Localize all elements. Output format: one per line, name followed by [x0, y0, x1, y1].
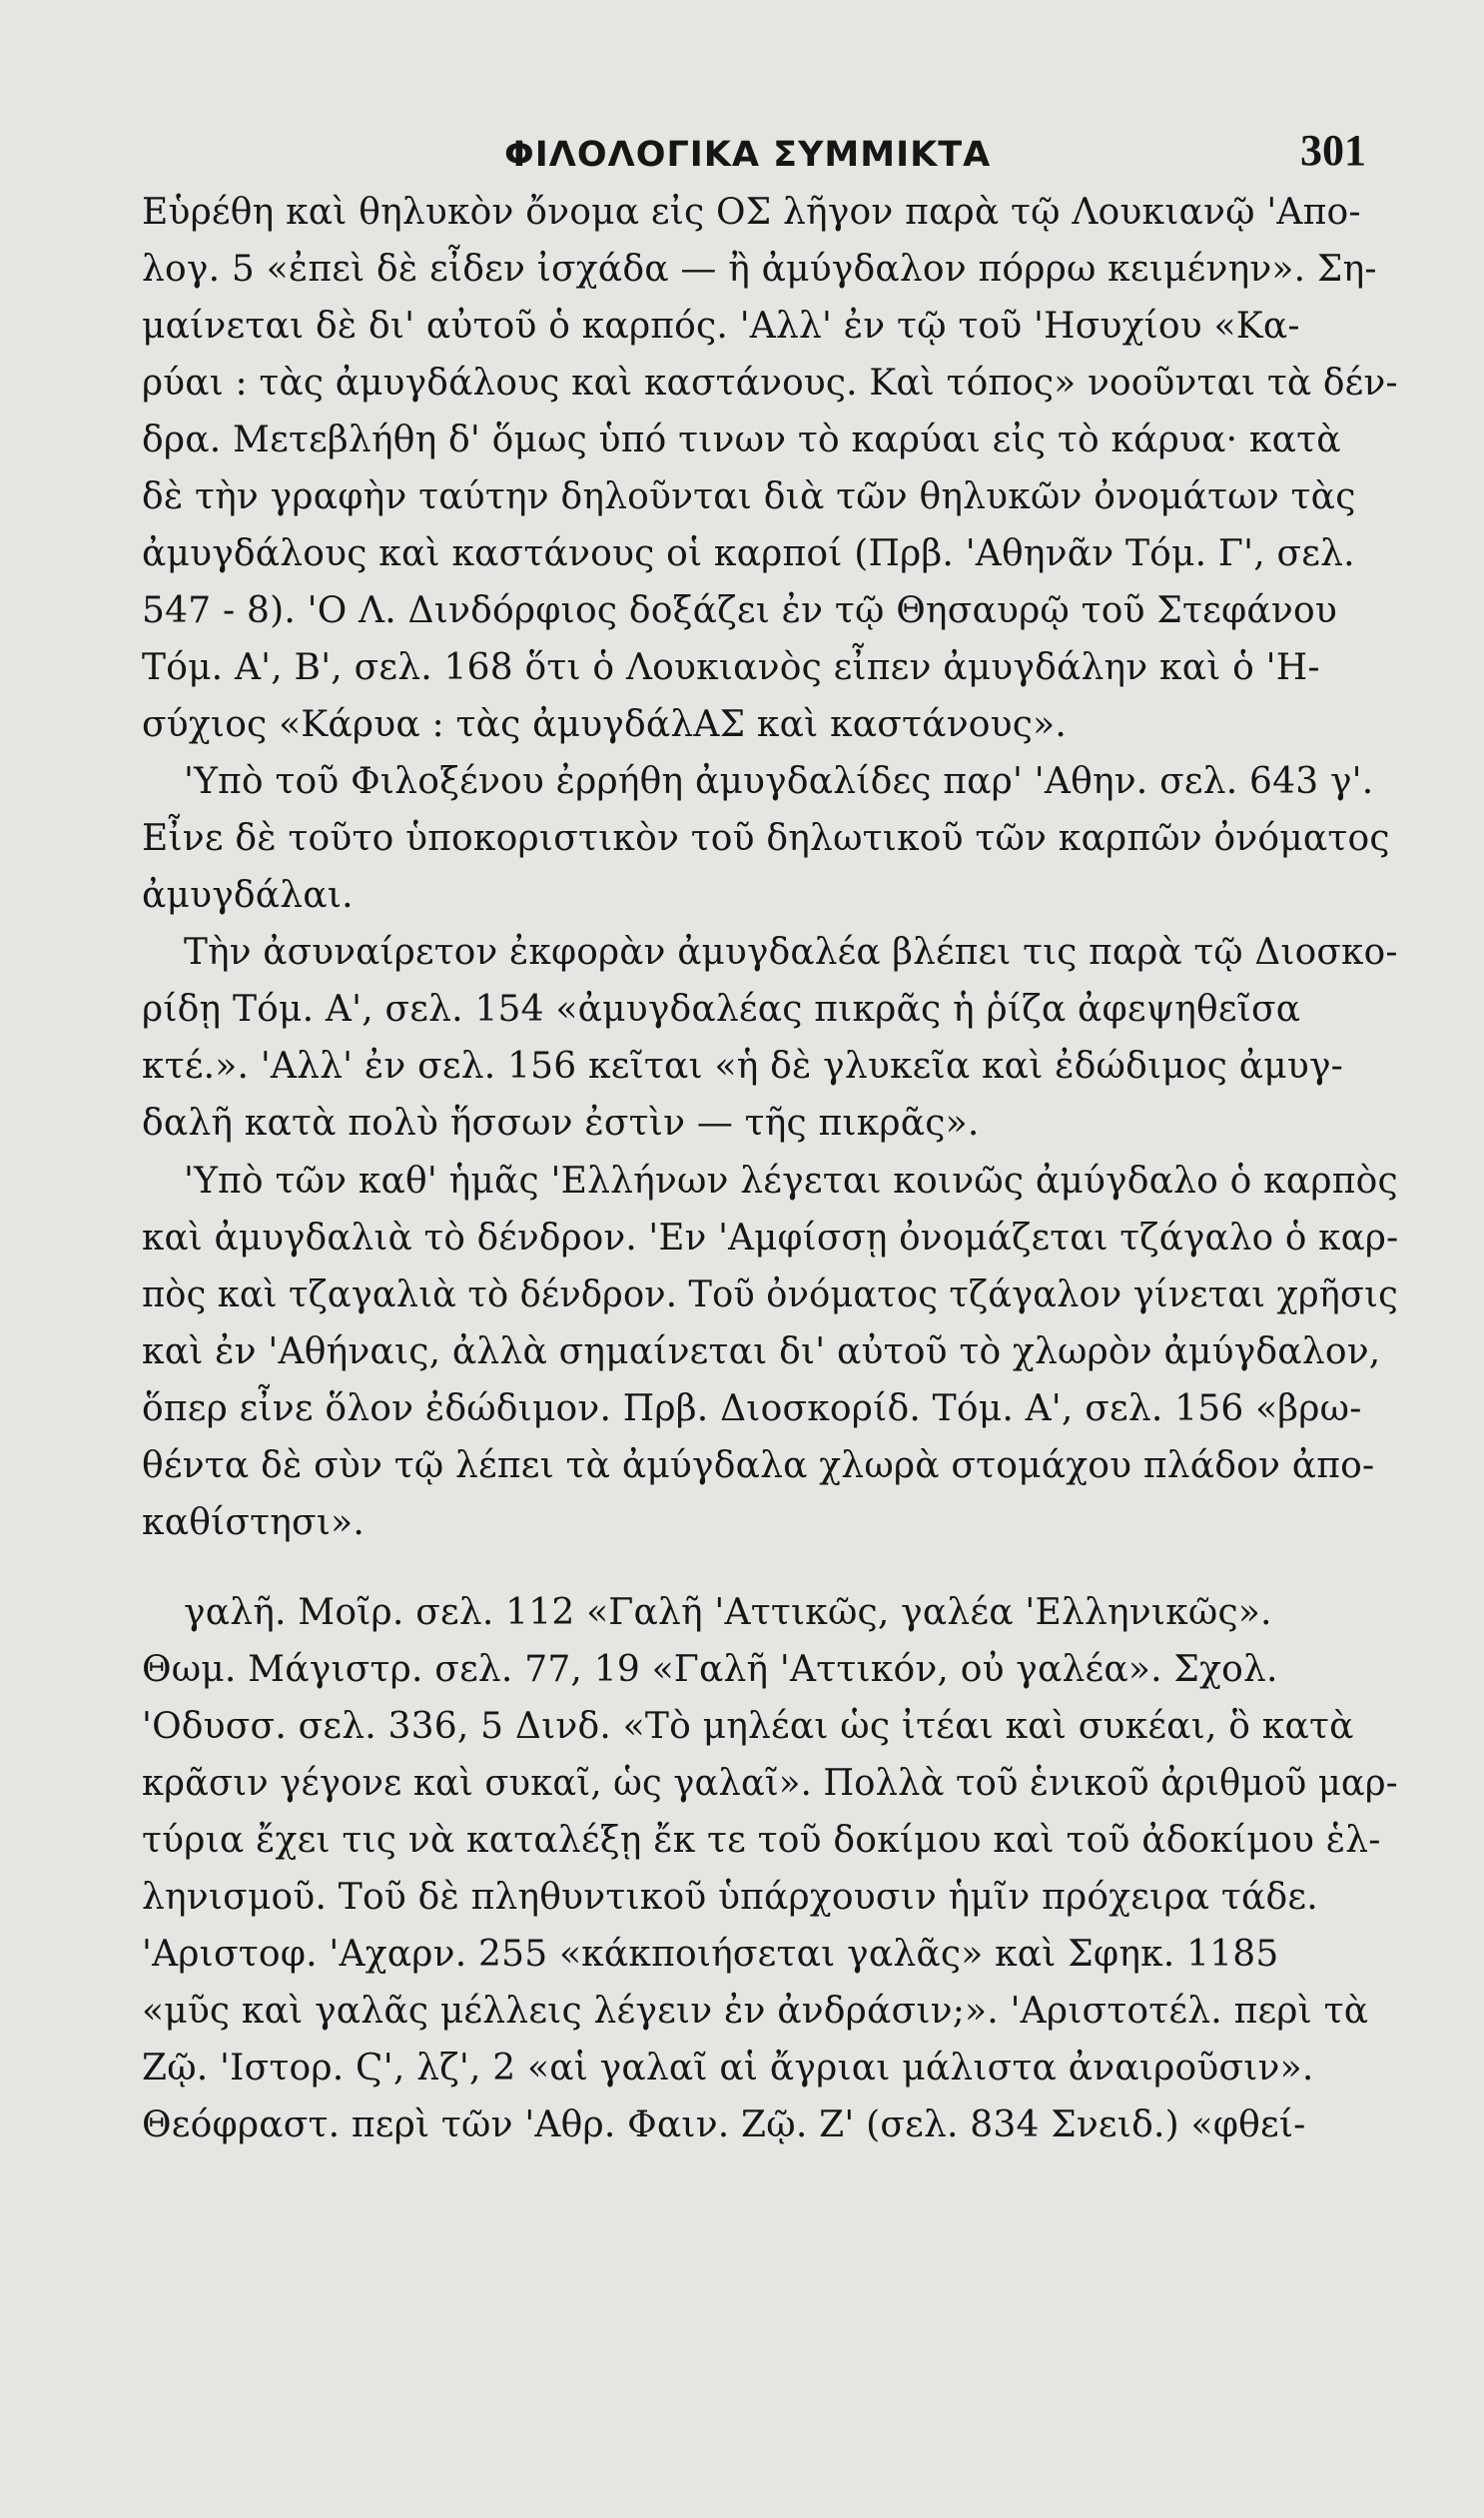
text-line: γαλῆ. Μοῖρ. σελ. 112 «Γαλῆ 'Αττικῶς, γαλέα 'Ελληνικῶς».: [184, 1592, 1272, 1633]
text-line: λογ. 5 «ἐπεὶ δὲ εἶδεν ἰσχάδα — ἢ ἀμύγδαλον πόρρω κειμένην». Ση-: [142, 249, 1377, 290]
text-line: 'Υπὸ τοῦ Φιλοξένου ἐρρήθη ἀμυγδαλίδες παρ' 'Αθην. σελ. 643 γ'.: [184, 761, 1374, 802]
text-line: καθίστησι».: [142, 1502, 366, 1543]
text-line: κτέ.». 'Αλλ' ἐν σελ. 156 κεῖται «ἡ δὲ γλυκεῖα καὶ ἐδώδιμος ἀμυγ-: [142, 1046, 1344, 1087]
running-header: ΦΙΛΟΛΟΓΙΚΑ ΣΥΜΜΙΚΤΑ: [504, 135, 992, 175]
text-line: 'Αριστοφ. 'Αχαρν. 255 «κάκποιήσεται γαλᾶς» καὶ Σφηκ. 1185: [142, 1934, 1279, 1975]
text-line: μαίνεται δὲ δι' αὐτοῦ ὁ καρπός. 'Αλλ' ἐν τῷ τοῦ 'Ησυχίου «Κα-: [142, 306, 1300, 347]
text-line: Θεόφραστ. περὶ τῶν 'Αθρ. Φαιν. Ζῷ. Ζ' (σελ. 834 Σνειδ.) «φθεί-: [142, 2104, 1306, 2145]
text-line: 547 - 8). 'Ο Λ. Δινδόρφιος δοξάζει ἐν τῷ Θησαυρῷ τοῦ Στεφάνου: [142, 590, 1337, 631]
text-line: Τόμ. Α', Β', σελ. 168 ὅτι ὁ Λουκιανὸς εἶπεν ἀμυγδάλην καὶ ὁ 'Η-: [142, 647, 1320, 688]
text-line: «μῦς καὶ γαλᾶς μέλλεις λέγειν ἐν ἀνδράσιν;». 'Αριστοτέλ. περὶ τὰ: [142, 1991, 1369, 2032]
text-line: τύρια ἔχει τις νὰ καταλέξῃ ἔκ τε τοῦ δοκίμου καὶ τοῦ ἀδοκίμου ἑλ-: [142, 1820, 1381, 1861]
page-number: 301: [1300, 126, 1366, 175]
text-line: καὶ ἐν 'Αθήναις, ἀλλὰ σημαίνεται δι' αὐτοῦ τὸ χλωρὸν ἀμύγδαλον,: [142, 1331, 1381, 1372]
text-line: Εὑρέθη καὶ θηλυκὸν ὄνομα εἰς ΟΣ λῆγον παρὰ τῷ Λουκιανῷ 'Απο-: [142, 192, 1361, 233]
text-line: θέντα δὲ σὺν τῷ λέπει τὰ ἀμύγδαλα χλωρὰ στομάχου πλάδον ἀπο-: [142, 1445, 1375, 1486]
text-line: δὲ τὴν γραφὴν ταύτην δηλοῦνται διὰ τῶν θηλυκῶν ὀνομάτων τὰς: [142, 476, 1356, 517]
text-line: ληνισμοῦ. Τοῦ δὲ πληθυντικοῦ ὑπάρχουσιν ἡμῖν πρόχειρα τάδε.: [142, 1877, 1318, 1918]
text-line: πὸς καὶ τζαγαλιὰ τὸ δένδρον. Τοῦ ὀνόματος τζάγαλον γίνεται χρῆσις: [142, 1274, 1398, 1315]
text-line: ρύαι : τὰς ἀμυγδάλους καὶ καστάνους. Καὶ τόπος» νοοῦνται τὰ δέν-: [142, 363, 1398, 404]
text-line: ἀμυγδάλαι.: [142, 875, 354, 916]
text-line: σύχιος «Κάρυα : τὰς ἀμυγδάλΑΣ καὶ καστάνους».: [142, 704, 1067, 745]
text-line: Θωμ. Μάγιστρ. σελ. 77, 19 «Γαλῆ 'Αττικόν, οὐ γαλέα». Σχολ.: [142, 1649, 1278, 1690]
text-line: 'Οδυσσ. σελ. 336, 5 Δινδ. «Τὸ μηλέαι ὡς ἰτέαι καὶ συκέαι, ὃ κατὰ: [142, 1706, 1354, 1747]
text-line: ρίδῃ Τόμ. Α', σελ. 154 «ἀμυγδαλέας πικρᾶς ἡ ῥίζα ἀφεψηθεῖσα: [142, 989, 1301, 1030]
text-line: Τὴν ἀσυναίρετον ἐκφορὰν ἀμυγδαλέα βλέπει τις παρὰ τῷ Διοσκο-: [184, 932, 1398, 973]
text-line: 'Υπὸ τῶν καθ' ἡμᾶς 'Ελλήνων λέγεται κοινῶς ἀμύγδαλο ὁ καρπὸς: [184, 1161, 1398, 1202]
text-line: καὶ ἀμυγδαλιὰ τὸ δένδρον. 'Εν 'Αμφίσσῃ ὀνομάζεται τζάγαλο ὁ καρ-: [142, 1218, 1399, 1259]
text-line: κρᾶσιν γέγονε καὶ συκαῖ, ὡς γαλαῖ». Πολλὰ τοῦ ἑνικοῦ ἀριθμοῦ μαρ-: [142, 1763, 1398, 1804]
text-line: Ζῷ. 'Ιστορ. Ϛ', λζ', 2 «αἱ γαλαῖ αἱ ἄγριαι μάλιστα ἀναιροῦσιν».: [142, 2048, 1314, 2089]
text-line: ἀμυγδάλους καὶ καστάνους οἱ καρποί (Πρβ. 'Αθηνᾶν Τόμ. Γ', σελ.: [142, 533, 1355, 574]
text-line: δαλῆ κατὰ πολὺ ἥσσων ἐστὶν — τῆς πικρᾶς».: [142, 1103, 980, 1144]
text-line: Εἶνε δὲ τοῦτο ὑποκοριστικὸν τοῦ δηλωτικοῦ τῶν καρπῶν ὀνόματος: [142, 818, 1390, 859]
text-line: δρα. Μετεβλήθη δ' ὅμως ὑπό τινων τὸ καρύαι εἰς τὸ κάρυα· κατὰ: [142, 420, 1341, 460]
text-line: ὅπερ εἶνε ὅλον ἐδώδιμον. Πρβ. Διοσκορίδ. Τόμ. Α', σελ. 156 «βρω-: [142, 1388, 1362, 1429]
